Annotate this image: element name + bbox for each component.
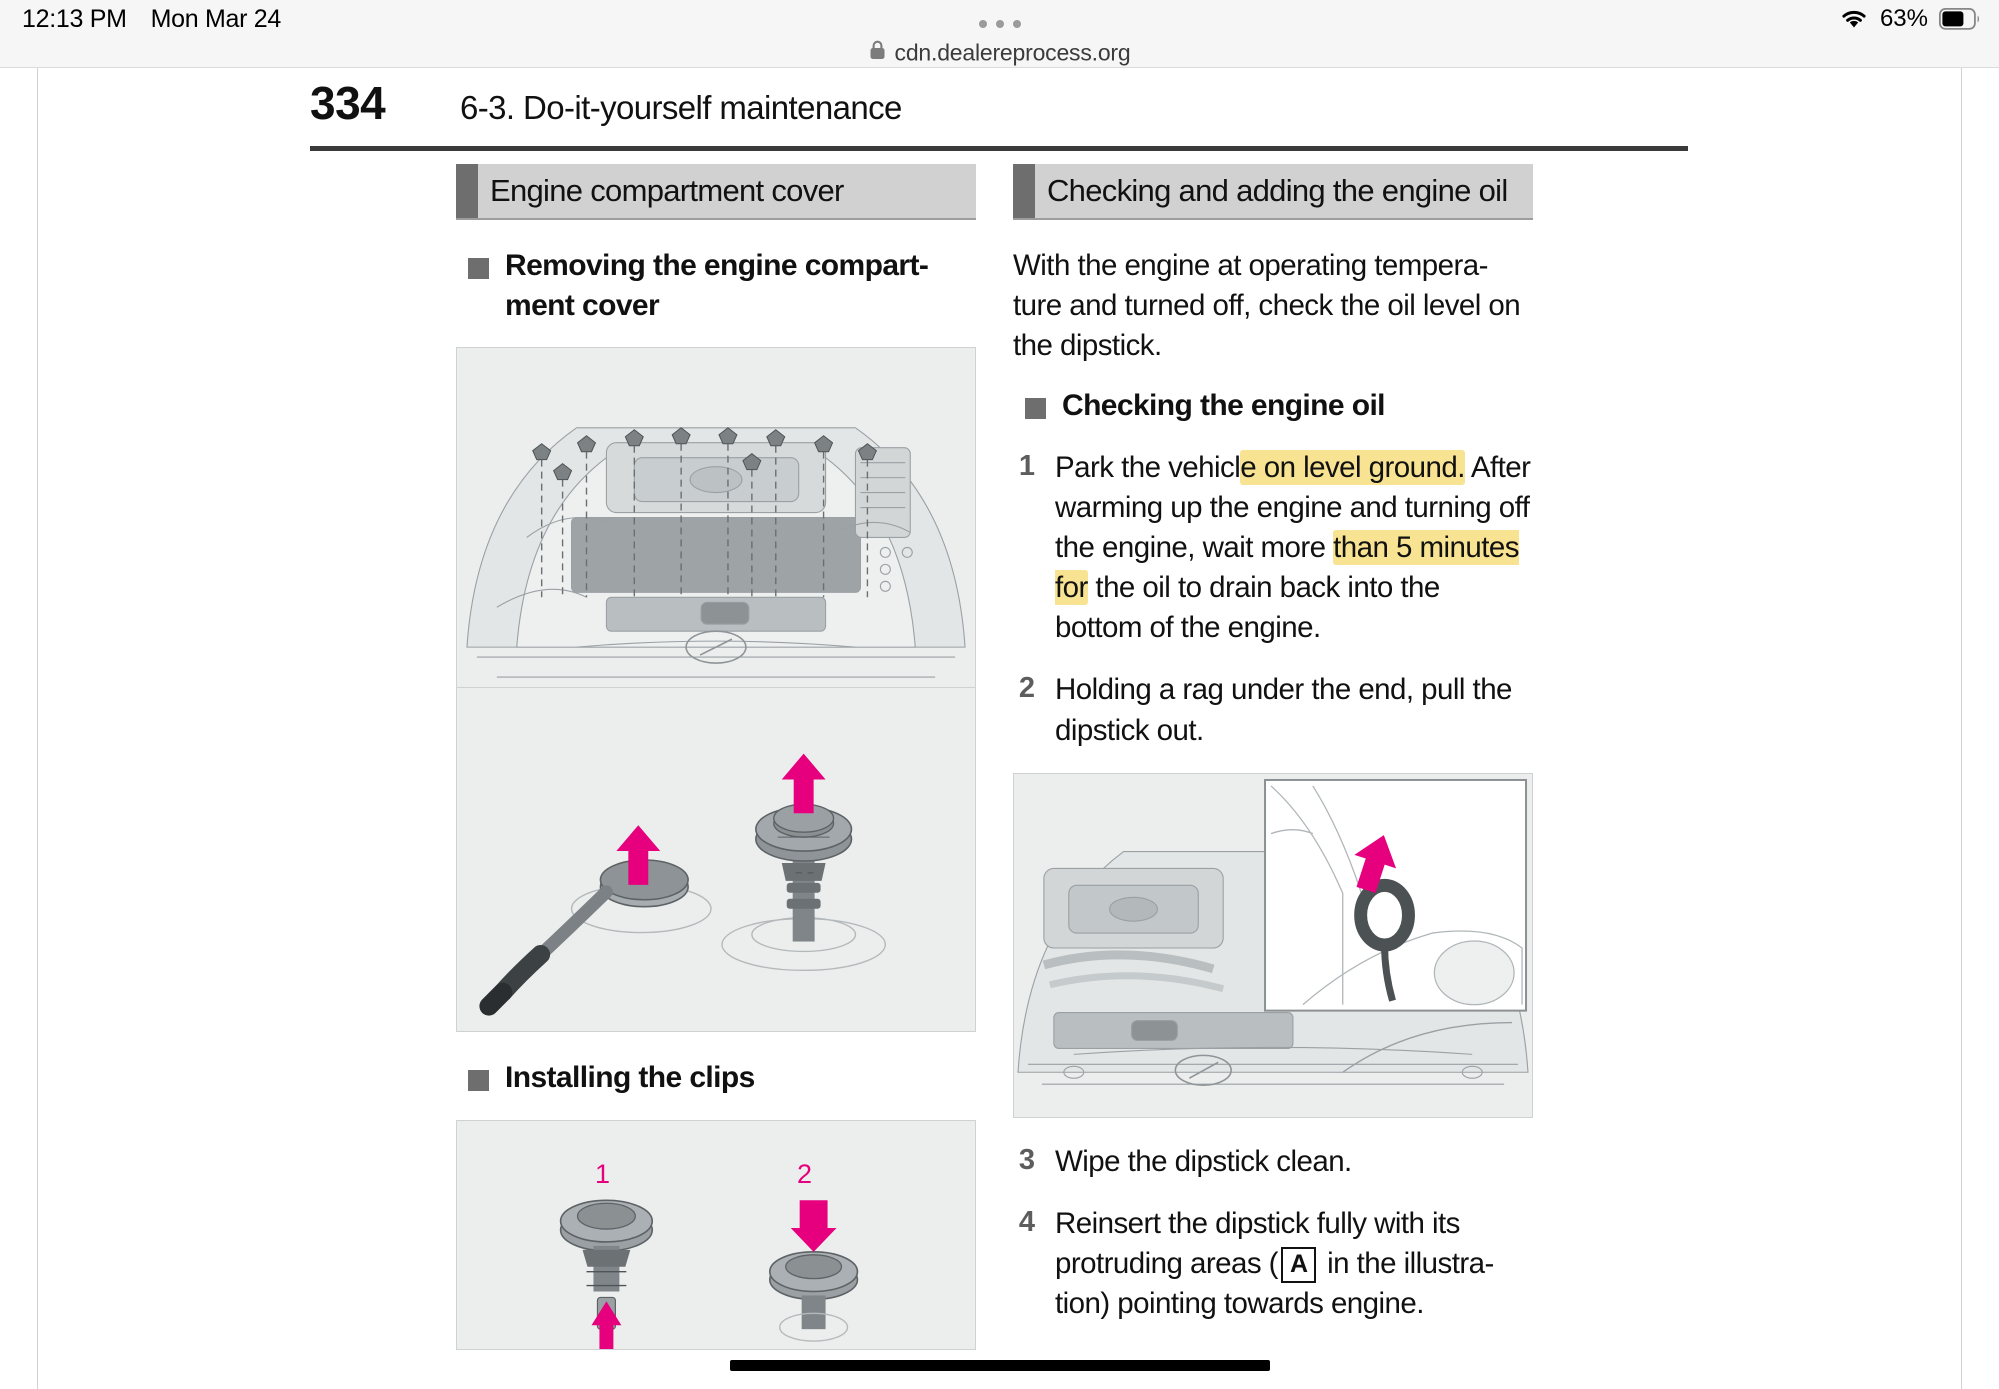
status-bar-time: 12:13 PM (22, 4, 127, 33)
step-1 (1013, 448, 1533, 649)
url-text: cdn.dealereprocess.org (894, 39, 1131, 65)
status-bar-right (1839, 0, 1981, 38)
square-bullet-icon (468, 1070, 489, 1091)
url-display[interactable] (869, 39, 1131, 66)
section-title: 6-3. Do-it-yourself maintenance (460, 89, 902, 126)
figure-installing-clips (456, 1120, 976, 1350)
subheading-installing-clips (468, 1058, 976, 1098)
heading-text: Engine compartment cover (490, 173, 844, 208)
step-3 (1013, 1142, 1533, 1182)
wifi-icon (1839, 8, 1869, 30)
step-number: 2 (1018, 672, 1035, 705)
step4-text-after: in the illustra-tion) pointing towards engine. (1055, 1246, 1494, 1320)
installing-clips-illustration (457, 1121, 975, 1349)
battery-icon (1939, 8, 1981, 30)
page-header (310, 76, 1690, 138)
heading-accent-bar (1013, 164, 1035, 218)
step-text (1055, 448, 1533, 649)
page-gutter-right (1961, 68, 1999, 1389)
heading-accent-bar (456, 164, 478, 218)
document-page[interactable] (0, 68, 1999, 1389)
lock-icon (869, 40, 886, 66)
browser-url-bar[interactable] (0, 38, 1999, 68)
section-heading-checking-adding-engine-oil (1013, 164, 1533, 220)
figure-engine-bay-clips (456, 347, 976, 687)
step4-text-before: Reinsert the dipstick fully with its protruding areas ( (1055, 1206, 1460, 1280)
step1-text-before: Park the vehicl (1055, 450, 1241, 484)
subheading-text: Removing the engine compart-ment cover (505, 248, 929, 322)
step-number: 3 (1018, 1143, 1035, 1176)
square-bullet-icon (1025, 398, 1046, 419)
step-text: Holding a rag under the end, pull the dipstick out. (1055, 673, 1512, 747)
page-gutter-left (0, 68, 38, 1389)
figure-dipstick-location (1013, 773, 1533, 1118)
clip-label-1: 1 (595, 1158, 611, 1189)
clip-removal-illustration (457, 688, 975, 1031)
right-column (1013, 164, 1533, 1346)
highlight-on-level-ground: e on level ground. (1240, 450, 1465, 484)
clip-label-2: 2 (797, 1158, 813, 1189)
highlight-than-5-minutes-for: than 5 minutes for (1055, 531, 1519, 605)
subheading-text: Installing the clips (505, 1061, 755, 1095)
three-dots-icon[interactable] (979, 20, 1021, 28)
header-rule (310, 146, 1688, 151)
engine-bay-illustration (457, 348, 975, 687)
dipstick-illustration (1014, 774, 1532, 1117)
square-bullet-icon (468, 258, 489, 279)
figure-clip-removal-detail (456, 687, 976, 1032)
subheading-removing-cover (468, 246, 976, 325)
page-scroll-indicator[interactable] (730, 1360, 1270, 1371)
step-4 (1013, 1204, 1533, 1324)
intro-paragraph: With the engine at operating tempera-ture and turned off, check the oil level on the dipstick. (1013, 248, 1521, 363)
subheading-checking-engine-oil (1025, 386, 1533, 426)
section-heading-engine-compartment-cover (456, 164, 976, 220)
battery-percentage: 63% (1879, 5, 1928, 32)
status-bar-left (0, 5, 281, 34)
left-column (456, 164, 976, 1350)
ios-status-bar (0, 0, 1999, 38)
subheading-text: Checking the engine oil (1062, 389, 1385, 423)
step1-text-after: the oil to drain back into the bottom of the engine. (1055, 571, 1440, 645)
step-number: 4 (1018, 1205, 1035, 1238)
page-number: 334 (310, 77, 386, 129)
step-text: Wipe the dipstick clean. (1055, 1144, 1352, 1178)
status-bar-date: Mon Mar 24 (150, 4, 281, 33)
callout-a-icon: A (1281, 1247, 1317, 1283)
heading-text: Checking and adding the engine oil (1047, 173, 1508, 208)
step-2 (1013, 670, 1533, 750)
step-number: 1 (1018, 449, 1035, 482)
step-text (1055, 1204, 1533, 1324)
step1-text-mid: After warming up the engine and turning off the engine, wait more (1055, 450, 1531, 565)
